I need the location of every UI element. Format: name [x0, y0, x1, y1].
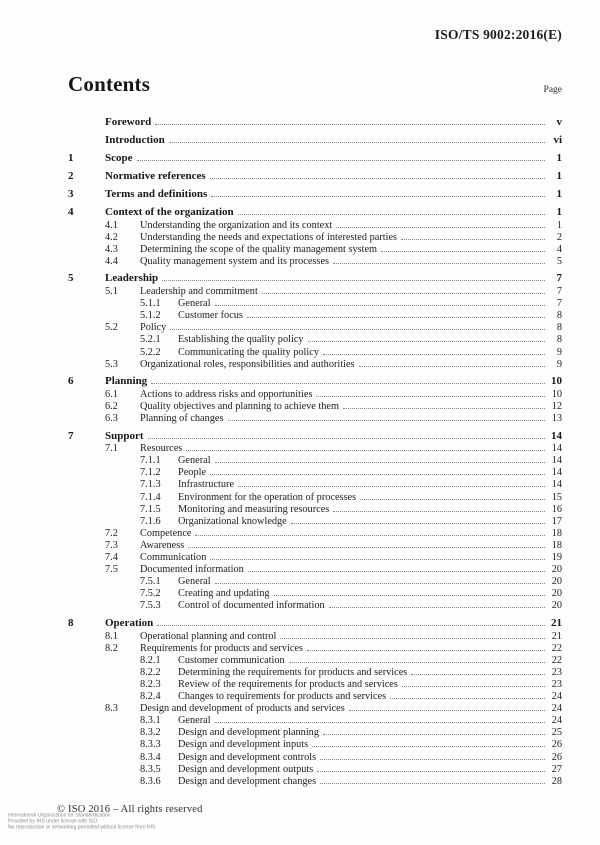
toc-entry-title: Awareness [140, 539, 185, 551]
toc-entry-title: Foreword [105, 115, 152, 128]
dotted-leader [280, 638, 545, 639]
toc-entry-page-number: 23 [551, 666, 562, 678]
dotted-leader [360, 499, 545, 500]
toc-entry [68, 413, 562, 425]
dotted-leader [215, 583, 545, 584]
toc-entry-page-number: 17 [551, 515, 562, 527]
dotted-leader [274, 595, 545, 596]
toc-entry-clause-number: 5.1.1 [140, 298, 161, 310]
toc-entry-page-number: 14 [551, 455, 562, 467]
toc-entry-page-number: 7 [556, 286, 562, 298]
toc-entry-clause-number: 7.1.1 [140, 455, 161, 467]
toc-entry-title: Design and development controls [178, 751, 317, 763]
toc-entry-page-number: 12 [551, 400, 562, 412]
toc-entry-title: People [178, 467, 207, 479]
toc-entry-page-number: 21 [551, 616, 562, 629]
toc-entry-clause-number: 7.1.4 [140, 491, 161, 503]
dotted-leader [320, 759, 545, 760]
dotted-leader [307, 650, 545, 651]
license-fine-print [8, 813, 155, 831]
toc-entry-clause-number: 8.3.5 [140, 763, 161, 775]
toc-entry-clause-number: 5.2 [105, 322, 118, 334]
toc-entry-page-number: 16 [551, 503, 562, 515]
toc-entry [68, 564, 562, 576]
dotted-leader [323, 354, 545, 355]
toc-entry [68, 455, 562, 467]
toc-entry-title: Leadership and commitment [140, 286, 258, 298]
toc-entry-title: Design and development outputs [178, 763, 314, 775]
toc-entry [68, 170, 562, 184]
toc-entry-clause-number: 8.3.3 [140, 739, 161, 751]
toc-entry-clause-number: 8.2 [105, 642, 118, 654]
toc-entry-page-number: 26 [551, 739, 562, 751]
toc-entry [68, 703, 562, 715]
toc-entry [68, 617, 562, 631]
toc-entry [68, 256, 562, 268]
toc-entry-title: Actions to address risks and opportunities [140, 388, 313, 400]
toc-entry [68, 727, 562, 739]
toc-entry [68, 752, 562, 764]
toc-entry-clause-number: 4.1 [105, 219, 118, 231]
toc-entry-page-number: 9 [556, 358, 562, 370]
toc-entry-title: General [178, 576, 211, 588]
toc-entry-clause-number: 8.2.3 [140, 678, 161, 690]
toc-entry [68, 220, 562, 232]
dotted-leader [162, 280, 545, 281]
toc-entry-title: Requirements for products and services [140, 642, 303, 654]
toc-entry-title: Operational planning and control [140, 630, 277, 642]
dotted-leader [137, 160, 546, 161]
toc-entry-title: Design and development inputs [178, 739, 309, 751]
toc-entry-title: General [178, 715, 211, 727]
toc-entry-page-number: vi [553, 133, 562, 146]
toc-entry-title: Creating and updating [178, 588, 270, 600]
toc-entry-clause-number: 5.1.2 [140, 310, 161, 322]
toc-entry-title: Organizational knowledge [178, 515, 287, 527]
toc-entry [68, 334, 562, 346]
toc-entry-clause-number: 8.3.4 [140, 751, 161, 763]
toc-entry-clause-number: 6.2 [105, 400, 118, 412]
toc-entry [68, 310, 562, 322]
toc-entry-title: General [178, 455, 211, 467]
toc-entry-clause-number: 6.3 [105, 412, 118, 424]
dotted-leader [248, 571, 545, 572]
copyright-notice: © ISO 2016 – All rights reserved [57, 804, 203, 815]
dotted-leader [402, 686, 545, 687]
toc-entry-clause-number: 8.3.6 [140, 775, 161, 787]
toc-entry [68, 600, 562, 612]
toc-entry-clause-number: 7.1 [105, 443, 118, 455]
toc-entry [68, 764, 562, 776]
dotted-leader [317, 771, 545, 772]
toc-entry-page-number: 7 [556, 298, 562, 310]
toc-entry-page-number: 24 [551, 703, 562, 715]
page-column-label: Page [543, 85, 562, 95]
dotted-leader [215, 462, 545, 463]
toc-entry [68, 272, 562, 286]
toc-entry-clause-number: 4.2 [105, 231, 118, 243]
toc-entry-title: Control of documented information [178, 600, 325, 612]
toc-entry [68, 389, 562, 401]
toc-entry-title: Communication [140, 552, 207, 563]
toc-entry-page-number: 1 [556, 169, 562, 182]
toc-entry-clause-number: 7.3 [105, 539, 118, 551]
toc-entry-clause-number: 8.3.2 [140, 727, 161, 739]
toc-entry [68, 116, 562, 130]
toc-entry-page-number: 24 [551, 691, 562, 703]
toc-entry [68, 298, 562, 310]
toc-entry-title: Infrastructure [178, 479, 235, 491]
dotted-leader [210, 474, 545, 475]
toc-entry [68, 188, 562, 202]
toc-entry-page-number: 18 [551, 539, 562, 551]
toc-entry-page-number: 9 [556, 346, 562, 358]
toc-entry-page-number: 4 [556, 243, 562, 255]
dotted-leader [316, 396, 545, 397]
toc-entry [68, 401, 562, 413]
toc-entry [68, 359, 562, 371]
toc-entry-title: Context of the organization [105, 205, 234, 218]
toc-entry-title: Competence [140, 527, 192, 539]
dotted-leader [169, 142, 545, 143]
toc-entry-page-number: 22 [551, 642, 562, 654]
toc-entry-clause-number: 6.1 [105, 388, 118, 400]
toc-entry-clause-number: 7.5 [105, 564, 118, 576]
dotted-leader [343, 408, 545, 409]
toc-entry [68, 322, 562, 334]
toc-entry-page-number: 10 [551, 388, 562, 400]
toc-entry [68, 479, 562, 491]
toc-entry-page-number: 27 [551, 763, 562, 775]
dotted-leader [336, 227, 545, 228]
dotted-leader [151, 383, 545, 384]
toc-entry-page-number: 19 [551, 552, 562, 563]
toc-entry-clause-number: 8.2.2 [140, 666, 161, 678]
toc-entry [68, 691, 562, 703]
toc-entry-page-number: 28 [551, 775, 562, 787]
dotted-leader [211, 196, 545, 197]
dotted-leader [308, 341, 545, 342]
toc-entry-clause-number: 2 [68, 169, 74, 182]
toc-entry [68, 679, 562, 691]
toc-entry-page-number: v [556, 115, 562, 128]
toc-entry-title: Environment for the operation of processes [178, 491, 357, 503]
toc-entry-page-number: 1 [556, 219, 562, 231]
toc-entry [68, 467, 562, 479]
toc-entry-title: Design and development changes [178, 775, 317, 787]
dotted-leader [329, 607, 545, 608]
dotted-leader [215, 722, 545, 723]
dotted-leader [170, 329, 545, 330]
dotted-leader [349, 710, 545, 711]
toc-entry-title: Understanding the organization and its context [140, 219, 333, 231]
toc-entry-page-number: 21 [551, 630, 562, 642]
dotted-leader [188, 547, 545, 548]
toc-entry-clause-number: 7.1.5 [140, 503, 161, 515]
toc-entry-clause-number: 7.5.2 [140, 588, 161, 600]
toc-entry-clause-number: 8.1 [105, 630, 118, 642]
toc-entry [68, 655, 562, 667]
toc-entry-page-number: 13 [551, 412, 562, 424]
dotted-leader [289, 662, 545, 663]
toc-entry [68, 375, 562, 389]
dotted-leader [228, 420, 545, 421]
fine-print-line: International Organization for Standardization [8, 813, 111, 819]
toc-entry [68, 643, 562, 655]
toc-entry [68, 504, 562, 516]
toc-entry-page-number: 1 [556, 151, 562, 164]
toc-entry-page-number: 14 [551, 429, 562, 442]
dotted-leader [210, 178, 545, 179]
toc-entry [68, 134, 562, 148]
toc-entry-clause-number: 8.2.1 [140, 654, 161, 666]
toc-entry-title: Design and development of products and services [140, 703, 345, 715]
toc-entry [68, 739, 562, 751]
toc-entry-page-number: 22 [551, 654, 562, 666]
toc-entry-title: Leadership [105, 272, 159, 285]
toc-entry-clause-number: 7.1.3 [140, 479, 161, 491]
dotted-leader [238, 486, 545, 487]
dotted-leader [157, 625, 545, 626]
header-doc-number: ISO/TS 9002:2016(E) [434, 27, 562, 42]
toc-entry-clause-number: 7.4 [105, 552, 118, 563]
toc-entry [68, 715, 562, 727]
toc-entry-page-number: 20 [551, 588, 562, 600]
dotted-leader [186, 450, 545, 451]
toc-entry-title: Policy [140, 322, 167, 334]
dotted-leader [195, 535, 545, 536]
fine-print-line: No reproduction or networking permitted without license from IHS [8, 824, 156, 830]
toc-entry-clause-number: 5.1 [105, 286, 118, 298]
toc-entry-clause-number: 1 [68, 151, 74, 164]
toc-entry-title: Establishing the quality policy [178, 334, 304, 346]
toc-entry [68, 232, 562, 244]
toc-entry-title: Communicating the quality policy [178, 346, 319, 358]
toc-entry [68, 286, 562, 298]
toc-entry-title: Customer communication [178, 654, 285, 666]
toc-entry [68, 576, 562, 588]
toc-entry-title: Planning [105, 375, 148, 388]
toc-entry [68, 631, 562, 643]
toc-entry [68, 540, 562, 552]
toc-entry-page-number: 8 [556, 334, 562, 346]
toc-entry [68, 443, 562, 455]
toc-entry-page-number: 20 [551, 600, 562, 612]
dotted-leader [381, 251, 545, 252]
toc-entry-page-number: 10 [551, 375, 562, 388]
dotted-leader [247, 317, 545, 318]
toc-entry-page-number: 23 [551, 678, 562, 690]
toc-entry-title: General [178, 298, 211, 310]
toc-entry [68, 244, 562, 256]
toc-entry-clause-number: 5.2.2 [140, 346, 161, 358]
contents-title: Contents [68, 72, 151, 96]
dotted-leader [238, 214, 545, 215]
dotted-leader [401, 239, 545, 240]
toc-entry-page-number: 20 [551, 564, 562, 576]
toc-entry-title: Support [105, 429, 144, 442]
toc-entry-clause-number: 5 [68, 272, 74, 285]
toc-entry-title: Quality management system and its processes [140, 255, 330, 267]
toc-entry-clause-number: 6 [68, 375, 74, 388]
toc-entry [68, 667, 562, 679]
table-of-contents [68, 111, 562, 788]
toc-entry-clause-number: 7.1.6 [140, 515, 161, 527]
toc-entry-clause-number: 8.2.4 [140, 691, 161, 703]
dotted-leader [210, 559, 545, 560]
toc-entry-title: Operation [105, 616, 154, 629]
toc-entry-title: Scope [105, 151, 133, 164]
dotted-leader [262, 293, 545, 294]
toc-entry-page-number: 25 [551, 727, 562, 739]
dotted-leader [155, 124, 545, 125]
dotted-leader [320, 783, 545, 784]
dotted-leader [291, 523, 545, 524]
toc-entry-clause-number: 7 [68, 429, 74, 442]
dotted-leader [312, 746, 545, 747]
toc-entry-clause-number: 5.2.1 [140, 334, 161, 346]
toc-entry-title: Organizational roles, responsibilities and authorities [140, 358, 355, 370]
toc-entry-title: Understanding the needs and expectations of interested parties [140, 231, 398, 243]
dotted-leader [148, 438, 545, 439]
toc-entry-clause-number: 8.3 [105, 703, 118, 715]
toc-entry-page-number: 14 [551, 467, 562, 479]
toc-entry-title: Normative references [105, 169, 206, 182]
toc-entry-clause-number: 7.1.2 [140, 467, 161, 479]
toc-entry-clause-number: 7.2 [105, 527, 118, 539]
dotted-leader [411, 674, 545, 675]
toc-entry-clause-number: 7.5.3 [140, 600, 161, 612]
toc-entry-clause-number: 4 [68, 205, 74, 218]
toc-entry-clause-number: 3 [68, 187, 74, 200]
toc-entry-title: Determining the requirements for products and services [178, 666, 408, 678]
toc-entry-page-number: 26 [551, 751, 562, 763]
toc-entry-clause-number: 4.4 [105, 255, 118, 267]
toc-entry-title: Terms and definitions [105, 187, 208, 200]
toc-entry-title: Design and development planning [178, 727, 319, 739]
toc-entry [68, 528, 562, 540]
toc-entry-page-number: 7 [556, 272, 562, 285]
toc-entry-clause-number: 8 [68, 616, 74, 629]
toc-entry-page-number: 14 [551, 479, 562, 491]
toc-entry-title: Changes to requirements for products and services [178, 691, 387, 703]
toc-entry-page-number: 5 [556, 255, 562, 267]
toc-entry [68, 347, 562, 359]
toc-entry [68, 516, 562, 528]
toc-entry [68, 430, 562, 444]
toc-entry-clause-number: 4.3 [105, 243, 118, 255]
toc-entry-title: Determining the scope of the quality management system [140, 243, 378, 255]
toc-entry-title: Review of the requirements for products and services [178, 678, 398, 690]
toc-entry-title: Customer focus [178, 310, 243, 322]
toc-entry [68, 776, 562, 788]
toc-entry-page-number: 8 [556, 310, 562, 322]
toc-entry-page-number: 20 [551, 576, 562, 588]
toc-entry-title: Introduction [105, 133, 165, 146]
toc-entry [68, 588, 562, 600]
toc-entry-clause-number: 7.5.1 [140, 576, 161, 588]
dotted-leader [359, 366, 545, 367]
toc-entry-title: Planning of changes [140, 412, 224, 424]
toc-entry-title: Resources [140, 443, 183, 455]
toc-entry-page-number: 14 [551, 443, 562, 455]
toc-entry-title: Documented information [140, 564, 244, 576]
toc-entry [68, 152, 562, 166]
fine-print-line: Provided by IHS under license with ISO [8, 818, 98, 825]
dotted-leader [333, 511, 545, 512]
toc-entry [68, 206, 562, 220]
dotted-leader [390, 698, 545, 699]
dotted-leader [323, 734, 545, 735]
toc-entry-page-number: 1 [556, 187, 562, 200]
contents-header [68, 72, 562, 97]
toc-entry [68, 492, 562, 504]
toc-entry-page-number: 18 [551, 527, 562, 539]
toc-entry-page-number: 15 [551, 491, 562, 503]
toc-entry-clause-number: 5.3 [105, 358, 118, 370]
toc-entry-page-number: 8 [556, 322, 562, 334]
toc-entry-title: Quality objectives and planning to achieve them [140, 400, 340, 412]
dotted-leader [333, 263, 545, 264]
toc-entry [68, 552, 562, 564]
toc-entry-page-number: 1 [556, 205, 562, 218]
toc-entry-page-number: 2 [556, 231, 562, 243]
toc-entry-title: Monitoring and measuring resources [178, 503, 330, 515]
toc-entry-page-number: 24 [551, 715, 562, 727]
toc-entry-clause-number: 8.3.1 [140, 715, 161, 727]
dotted-leader [215, 305, 545, 306]
